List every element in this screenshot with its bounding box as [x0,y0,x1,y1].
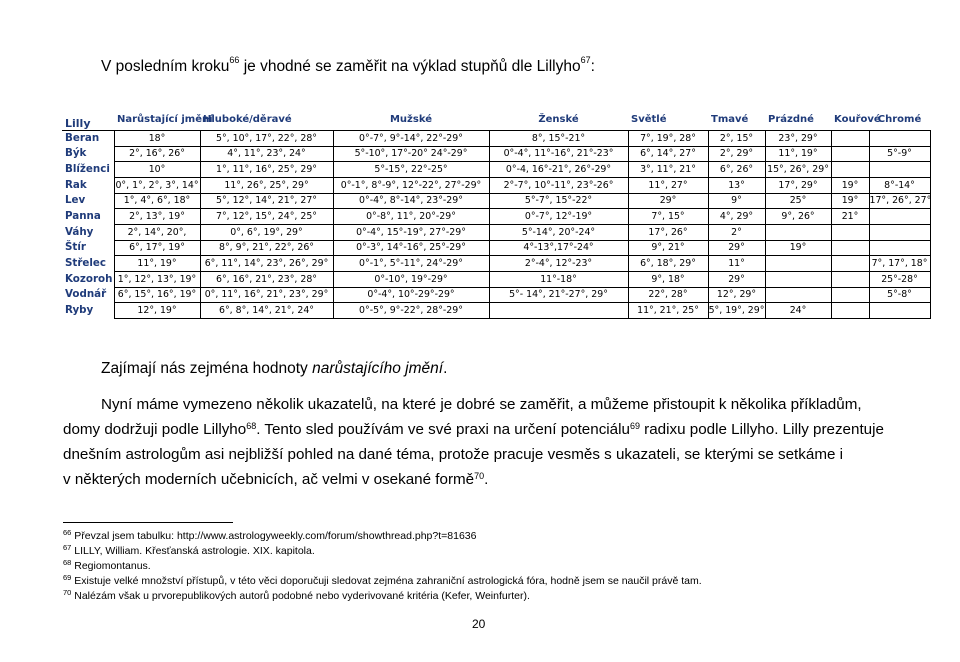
table-cell: 2°, 13°, 19° [114,209,200,225]
row-sign-label: Beran [65,132,100,145]
table-cell: 2° [708,224,765,240]
table-cell: 11°, 19° [114,256,200,272]
paragraph-line: Nyní máme vymezeno několik ukazatelů, na které je dobré se zaměřit, a můžeme přistoupit k několika příkladům, [101,396,862,413]
table-cell: 17°, 26° [628,224,708,240]
table-cell: 9°, 18° [628,271,708,287]
table-cell: 5°- 14°, 21°-27°, 29° [489,287,628,303]
table-cell: 18° [114,131,200,147]
row-sign-label: Kozoroh [65,272,113,285]
table-cell [831,146,869,162]
table-cell: 0°, 6°, 19°, 29° [200,224,333,240]
row-sign-label: Vodnář [65,288,107,301]
table-cell: 0°-7°, 12°-19° [489,209,628,225]
table-cell: 25°-28° [869,271,930,287]
table-cell: 4°-13°,17°-24° [489,240,628,256]
table-cell: 19° [831,177,869,193]
table-cell: 8°, 15°-21° [489,131,628,147]
table-cell: 12°, 29° [708,287,765,303]
table-cell: 5°-9° [869,146,930,162]
table-cell: 21° [831,209,869,225]
table-cell: 9°, 21° [628,240,708,256]
footnote-text: LILLY, William. Křesťanská astrologie. XIX. kapitola. [71,545,315,557]
column-header: Narůstající jmění [114,108,200,131]
table-cell: 12°, 19° [114,303,200,319]
footnote-text: Existuje velké množství přístupů, v této věci doporučuji sledovat zejména zahraniční astrologická fóra, hodně jsem se naučil právě tam. [71,575,702,587]
table-cell: 29° [628,193,708,209]
row-sign-label: Blíženci [65,163,110,176]
paragraph-text: . Tento sled používám ve své praxi na určení potenciálu [256,421,630,438]
table-cell: 5°-8° [869,287,930,303]
footnote-69 [63,575,702,587]
table-cell: 7°, 15° [628,209,708,225]
table-cell: 9° [708,193,765,209]
paragraph-line [63,417,901,442]
paragraph-text: Zajímají nás zejména hodnoty [101,360,313,377]
row-sign-label: Štír [65,241,86,254]
column-header: Mužské [333,108,489,131]
table-cell: 1°, 4°, 6°, 18° [114,193,200,209]
footnote-number: 67 [63,543,72,552]
table-cell: 11°, 19° [765,146,831,162]
row-sign-label: Ryby [65,304,94,317]
footnote-ref-69[interactable]: 69 [629,421,640,431]
table-cell [489,303,628,319]
table-cell: 4°, 11°, 23°, 24° [200,146,333,162]
table-row [62,224,930,240]
table-row [62,193,930,209]
table-cell: 11°, 26°, 25°, 29° [200,177,333,193]
table-cell: 29° [708,240,765,256]
table-cell [831,256,869,272]
table-row [62,146,930,162]
paragraph-line: dnešním astrologům asi nejbližší pohled na dané téma, protože pracuje vesměs s ukazateli, se kterými se setkáme i [63,446,844,463]
table-cell: 15°, 26°, 29° [765,162,831,178]
table-cell: 5°-10°, 17°-20° 24°-29° [333,146,489,162]
table-cell: 2°, 29° [708,146,765,162]
table-cell: 0°-10°, 19°-29° [333,271,489,287]
table-cell: 2°, 15° [708,131,765,147]
row-sign-label: Panna [65,210,101,223]
table-cell: 1°, 11°, 16°, 25°, 29° [200,162,333,178]
table-row [62,240,930,256]
footnote-number: 70 [63,588,72,597]
table-cell: 5°-7°, 15°-22° [489,193,628,209]
footnote-separator [63,522,233,523]
table-cell: 0°-8°, 11°, 20°-29° [333,209,489,225]
column-header: Prázdné [765,108,831,131]
table-cell: 17°, 29° [765,177,831,193]
emphasized-term: narůstajícího jmění [312,360,444,377]
table-row [62,271,930,287]
table-cell: 19° [765,240,831,256]
page-number: 20 [472,617,486,631]
table-cell: 10° [114,162,200,178]
table-cell: 0°-1°, 5°-11°, 24°-29° [333,256,489,272]
table-cell: 0°-5°, 9°-22°, 28°-29° [333,303,489,319]
footnote-ref-68[interactable]: 68 [246,421,257,431]
table-cell: 24° [765,303,831,319]
table-cell [765,287,831,303]
table-cell: 6°, 16°, 21°, 23°, 28° [200,271,333,287]
table-cell [869,303,930,319]
paragraph-text: radixu podle Lillyho. Lilly prezentuje [639,421,884,438]
table-cell [869,240,930,256]
table-corner-label: Lilly [62,108,114,131]
table-header-row [62,108,930,131]
footnote-70 [63,590,530,602]
table-cell [831,240,869,256]
table-cell: 0°-4°, 11°-16°, 21°-23° [489,146,628,162]
table-cell: 0°-4, 16°-21°, 26°-29° [489,162,628,178]
footnote-68 [63,560,151,572]
paragraph-text: . [484,471,489,488]
table-cell: 0°-4°, 10°-29°-29° [333,287,489,303]
table-cell: 7°, 12°, 15°, 24°, 25° [200,209,333,225]
table-cell [831,287,869,303]
table-cell: 5°, 10°, 17°, 22°, 28° [200,131,333,147]
row-sign-label: Lev [65,194,86,207]
table-cell: 29° [708,271,765,287]
table-cell: 11°, 21°, 25° [628,303,708,319]
footnote-number: 68 [63,558,72,567]
table-cell: 25° [765,193,831,209]
table-cell: 0°-4°, 15°-19°, 27°-29° [333,224,489,240]
table-cell [831,131,869,147]
table-cell: 6°, 17°, 19° [114,240,200,256]
table-row [62,131,930,147]
table-cell [765,256,831,272]
paragraph-text: domy dodržuji podle Lillyho [63,421,247,438]
row-sign-label: Býk [65,147,87,160]
heading-text-end: : [590,58,595,75]
intro-heading [101,55,595,76]
table-cell: 2°, 16°, 26° [114,146,200,162]
table-cell [765,271,831,287]
table-row [62,287,930,303]
table-cell: 6°, 14°, 27° [628,146,708,162]
paragraph-interest [101,360,447,378]
table-cell: 11°, 27° [628,177,708,193]
footnote-ref-66[interactable]: 66 [229,55,240,65]
paragraph-text: v některých moderních učebnicích, ač velmi v osekané formě [63,471,475,488]
table-row [62,162,930,178]
table-cell: 5°, 19°, 29° [708,303,765,319]
table-cell: 19° [831,193,869,209]
table-cell: 0°, 11°, 16°, 21°, 23°, 29° [200,287,333,303]
table-cell [869,224,930,240]
table-cell: 6°, 15°, 16°, 19° [114,287,200,303]
table-cell [765,224,831,240]
table-row [62,303,930,319]
table-cell [831,303,869,319]
column-header: Kouřové [831,108,869,131]
column-header: Hluboké/děravé [200,108,333,131]
table-cell: 2°-7°, 10°-11°, 23°-26° [489,177,628,193]
footnote-67 [63,545,315,557]
table-cell: 3°, 11°, 21° [628,162,708,178]
footnote-ref-70[interactable]: 70 [474,471,485,481]
table-cell: 5°, 12°, 14°, 21°, 27° [200,193,333,209]
column-header: Ženské [489,108,628,131]
row-sign-label: Váhy [65,225,94,238]
table-cell: 0°-1°, 8°-9°, 12°-22°, 27°-29° [333,177,489,193]
table-cell: 6°, 26° [708,162,765,178]
row-sign-label: Rak [65,178,87,191]
table-cell: 11°-18° [489,271,628,287]
table-cell: 5°-15°, 22°-25° [333,162,489,178]
table-cell [869,209,930,225]
table-cell [831,271,869,287]
table-cell: 0°, 1°, 2°, 3°, 14° [114,177,200,193]
paragraph-line [63,467,901,492]
table-cell: 22°, 28° [628,287,708,303]
table-cell: 2°-4°, 12°-23° [489,256,628,272]
footnote-text: Nalézám však u prvorepublikových autorů podobné nebo vyderivované kritéria (Kefer, Weinfurter). [71,590,530,602]
table-cell: 0°-4°, 8°-14°, 23°-29° [333,193,489,209]
table-cell [869,131,930,147]
footnote-66 [63,530,476,542]
table-cell: 23°, 29° [765,131,831,147]
footnote-number: 66 [63,528,72,537]
table-cell: 0°-3°, 14°-16°, 25°-29° [333,240,489,256]
table-row [62,209,930,225]
heading-text-mid: je vhodné se zaměřit na výklad stupňů dle Lillyho [239,58,581,75]
table-cell: 1°, 12°, 13°, 19° [114,271,200,287]
footnote-number: 69 [63,573,72,582]
table-cell: 5°-14°, 20°-24° [489,224,628,240]
column-header: Tmavé [708,108,765,131]
table-cell: 8°, 9°, 21°, 22°, 26° [200,240,333,256]
column-header: Chromé [869,108,930,131]
table-row [62,256,930,272]
table-cell: 6°, 11°, 14°, 23°, 26°, 29° [200,256,333,272]
column-header: Světlé [628,108,708,131]
row-sign-label: Střelec [65,257,107,270]
paragraph-main [63,392,901,492]
table-cell: 11° [708,256,765,272]
footnote-text: Regiomontanus. [71,560,151,572]
table-row [62,177,930,193]
footnote-ref-67[interactable]: 67 [580,55,591,65]
table-cell: 13° [708,177,765,193]
lilly-degrees-table [62,108,931,319]
table-cell: 6°, 18°, 29° [628,256,708,272]
heading-text: V posledním kroku [101,58,230,75]
table-cell [831,162,869,178]
table-cell: 0°-7°, 9°-14°, 22°-29° [333,131,489,147]
table-cell: 7°, 19°, 28° [628,131,708,147]
table-cell: 4°, 29° [708,209,765,225]
table-cell: 17°, 26°, 27° [869,193,930,209]
table-cell: 8°-14° [869,177,930,193]
table-cell: 2°, 14°, 20°, [114,224,200,240]
table-cell [869,162,930,178]
table-cell: 6°, 8°, 14°, 21°, 24° [200,303,333,319]
table-cell: 9°, 26° [765,209,831,225]
footnote-text[interactable]: Převzal jsem tabulku: http://www.astrologyweekly.com/forum/showthread.php?t=81636 [71,530,477,542]
table-cell [831,224,869,240]
paragraph-end: . [443,360,448,377]
table-cell: 7°, 17°, 18° [869,256,930,272]
